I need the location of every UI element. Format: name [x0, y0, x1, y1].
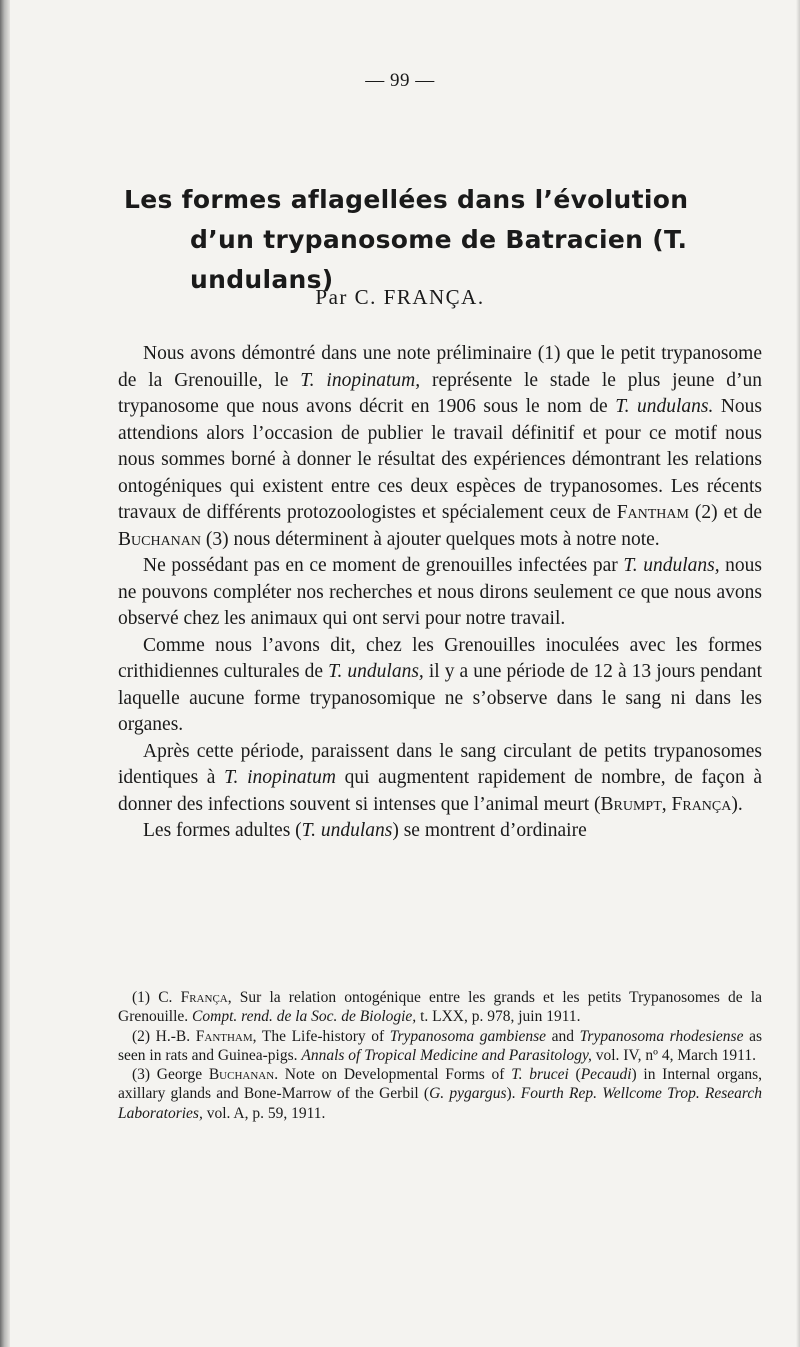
footnote-3: (3) George Buchanan. Note on Developmental Forms of T. brucei (Pecaudi) in Internal organs, axillary glands and Bone-Marrow of the Gerbil (G. pygargus). Fourth Rep. Wellcome Trop. Research Laboratories, vol. A, p. 59, 1911.: [118, 1066, 763, 1122]
author-name: Buchanan: [118, 528, 202, 550]
author-name: França: [671, 793, 732, 815]
footnotes: [118, 988, 762, 1123]
article-body: [118, 341, 762, 845]
footnote-1: (1) C. França, Sur la relation ontogénique entre les grands et les petits Trypanosomes de la Grenouille. Compt. rend. de la Soc. de Biologie, t. LXX, p. 978, juin 1911.: [118, 989, 762, 1026]
paragraph-5: Les formes adultes (T. undulans) se montrent d’ordinaire: [143, 820, 587, 841]
paragraph-1: Nous avons démontré dans une note préliminaire (1) que le petit trypanosome de la Grenouille, le T. inopinatum, représente le stade le plus jeune d’un trypanosome que nous avons décrit en 1906 sous le nom de T. undulans. Nous attendions alors l’occasion de publier le travail définitif et pour ce motif nous nous sommes borné à donner le résultat des expériences démontrant les relations ontogéniques qui existent entre ces deux espèces de trypanosomes. Les récents travaux de différents protozoologistes et spécialement ceux de Fantham (2) et de Buchanan (3) nous déterminent à ajouter quelques mots à notre note.: [118, 343, 763, 550]
author-name: Fantham: [616, 502, 689, 523]
paragraph-2: Ne possédant pas en ce moment de grenouilles infectées par T. undulans, nous ne pouvons compléter nos recherches et nous dirons seulement ce que nous avons observé chez les animaux qui ont servi pour notre travail.: [118, 555, 763, 629]
page-number: — 99 —: [365, 70, 435, 91]
author-name: Brumpt: [600, 793, 662, 815]
author-byline: Par C. FRANÇA.: [315, 285, 485, 309]
title-line-2: d’un trypanosome de Batracien (T. undulans): [190, 225, 688, 294]
article-title: [0, 180, 800, 300]
footnote-2: (2) H.-B. Fantham, The Life-history of Trypanosoma gambiense and Trypanosoma rhodesiense as seen in rats and Guinea-pigs. Annals of Tropical Medicine and Parasitology, vol. IV, nº 4, March 1911.: [118, 1027, 762, 1064]
paragraph-3: Comme nous l’avons dit, chez les Grenouilles inoculées avec les formes crithidiennes culturales de T. undulans, il y a une période de 12 à 13 jours pendant laquelle aucune forme trypanosomique ne s’observe dans le sang ni dans les organes.: [118, 634, 763, 735]
title-line-1: Les formes aflagellées dans l’évolution: [124, 185, 689, 214]
paragraph-4: Après cette période, paraissent dans le sang circulant de petits trypanosomes identiques à T. inopinatum qui augmentent rapidement de nombre, de façon à donner des infections souvent si intenses que l’animal meurt (Brumpt, França).: [118, 740, 763, 815]
